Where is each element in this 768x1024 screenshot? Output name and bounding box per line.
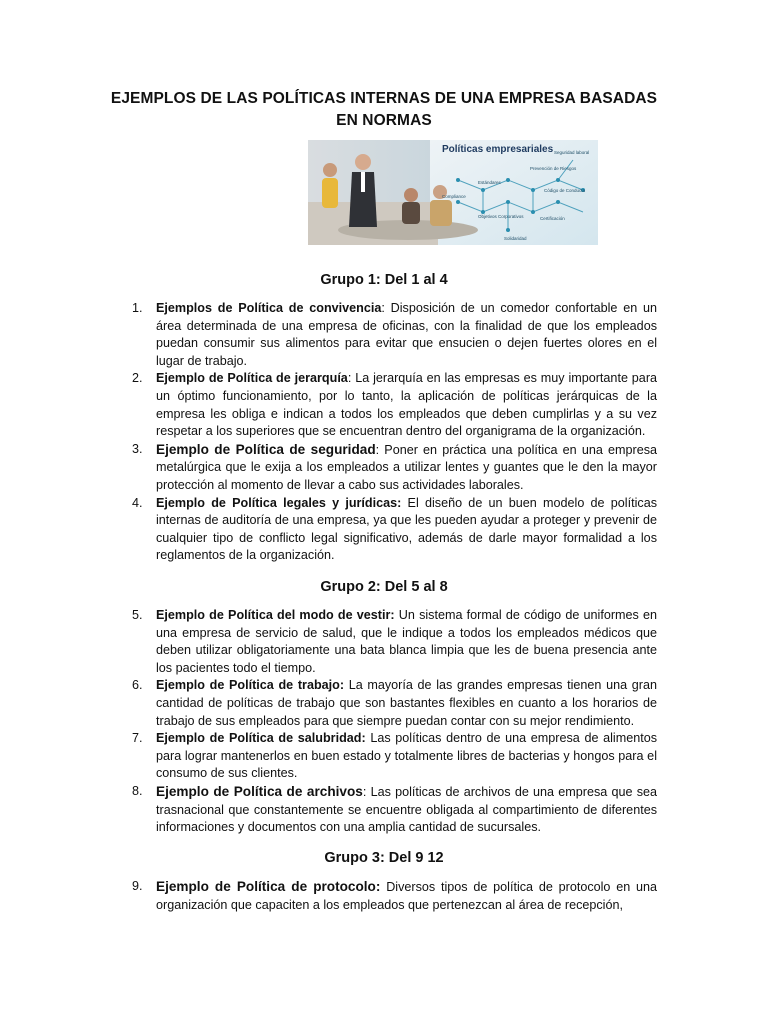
item-separator: : xyxy=(362,784,371,799)
item-text: Diversos tipos de política de protocolo en una organización que capaciten a los empleados que pertenezcan al área de recepción, xyxy=(156,880,658,912)
business-meeting-image xyxy=(308,140,598,245)
item-number: 8. xyxy=(132,783,143,798)
item-label: Ejemplo de Política de seguridad xyxy=(156,441,376,457)
list-item xyxy=(132,300,657,370)
image-tag-label: Seguridad laboral xyxy=(554,150,590,155)
list-item xyxy=(132,677,657,730)
item-text: Las políticas de archivos de una empresa que sea trasnacional que constantemente se encuentre obligada al compartimiento de diferentes informaciones y documentos con una amplia cantidad de sucursales. xyxy=(156,784,658,835)
item-number: 3. xyxy=(132,441,143,456)
item-text: La jerarquía en las empresas es muy importante para un óptimo funcionamiento, por lo tanto, la aplicación de políticas jerárquicas de la empresa les obliga e indican a todos los empleados que deben cumplirlas y a su vez respetar a los superiores que se encuentran dentro del organigrama de la organización. xyxy=(156,371,658,439)
image-tag-label: Compliance xyxy=(442,194,466,199)
item-label: Ejemplo de Política de trabajo: xyxy=(156,678,345,693)
image-heading: Políticas empresariales xyxy=(442,144,554,155)
item-label: Ejemplo de Política legales y jurídicas: xyxy=(156,495,402,510)
list-item xyxy=(132,783,658,837)
document-title: EJEMPLOS DE LAS POLÍTICAS INTERNAS DE UNA EMPRESA BASADAS EN NORMAS xyxy=(110,90,658,129)
item-text: Un sistema formal de código de uniformes en una empresa de servicio de salud, que le indique a todos los empleados médicos que deben utilizar obligatoriamente una bata blanca limpia que les de buena presencia ante los pacientes todo el tiempo. xyxy=(156,608,658,675)
group-3-heading: Grupo 3: Del 9 12 xyxy=(324,850,444,866)
group-1-heading: Grupo 1: Del 1 al 4 xyxy=(320,272,448,288)
list-item xyxy=(132,730,658,783)
item-separator: : xyxy=(375,442,385,457)
item-label: Ejemplo de Política de salubridad: xyxy=(156,731,366,746)
list-item xyxy=(132,495,657,565)
image-tag-label: Prevención de Riesgos xyxy=(530,166,577,171)
image-tag-label: Solidaridad xyxy=(504,236,527,241)
item-number: 6. xyxy=(132,678,143,693)
item-number: 4. xyxy=(132,495,143,510)
image-tag-label: Código de Conducta xyxy=(544,188,586,193)
list-item xyxy=(132,607,658,677)
image-tag-label: Objetivos Corporativos xyxy=(478,214,524,219)
item-number: 7. xyxy=(132,731,143,746)
group-2-heading: Grupo 2: Del 5 al 8 xyxy=(320,579,448,595)
business-meeting-illustration xyxy=(308,140,598,245)
item-number: 2. xyxy=(132,371,143,386)
item-number: 1. xyxy=(132,301,143,315)
list-item xyxy=(132,878,658,914)
item-label: Ejemplo de Política de protocolo: xyxy=(156,879,381,894)
image-tag-label: Certificación xyxy=(540,216,565,221)
item-text: Las políticas dentro de una empresa de alimentos para lograr mantenerlos en buen estado y totalmente libres de bacterias y hongos para el consumo de sus clientes. xyxy=(156,731,658,781)
item-separator: : xyxy=(381,301,391,315)
item-number: 9. xyxy=(132,879,143,893)
item-text: El diseño de un buen modelo de políticas internas de auditoría de una empresa, ya que les pueden ayudar a proteger y prevenir de cualquier tipo de conflicto legal significativo, además de darle mayor formalidad a los reglamentos de la organización. xyxy=(156,495,657,563)
item-label: Ejemplo de Política de archivos xyxy=(156,783,363,799)
item-separator: : xyxy=(347,371,356,386)
list-item xyxy=(132,441,657,495)
item-number: 5. xyxy=(132,608,143,622)
image-tag-label: Estándares xyxy=(478,180,501,185)
group-1-list xyxy=(0,300,768,565)
group-2-list xyxy=(0,607,768,837)
item-text: La mayoría de las grandes empresas tienen una gran cantidad de políticas de trabajo que son bastantes flexibles en cuanto a los horarios de trabajo de sus empleados para que siempre puedan contar con su mejor rendimiento. xyxy=(156,678,657,728)
item-text: Disposición de un comedor confortable en un área determinada de una empresa de oficinas, con la finalidad de que los empleados puedan consumir sus alimentos para evitar que ensucien o dejen fuertes olores en el lugar de trabajo. xyxy=(156,301,657,368)
item-text: Poner en práctica una política en una empresa metalúrgica que le exija a los empleados a utilizar lentes y guantes que le den la mayor protección al momento de llevar a cabo sus actividades laborales. xyxy=(156,442,657,492)
item-label: Ejemplo de Política del modo de vestir: xyxy=(156,608,395,622)
item-label: Ejemplos de Política de convivencia xyxy=(156,301,382,315)
list-item xyxy=(132,370,658,440)
group-3-list xyxy=(0,878,768,914)
item-label: Ejemplo de Política de jerarquía xyxy=(156,371,348,386)
